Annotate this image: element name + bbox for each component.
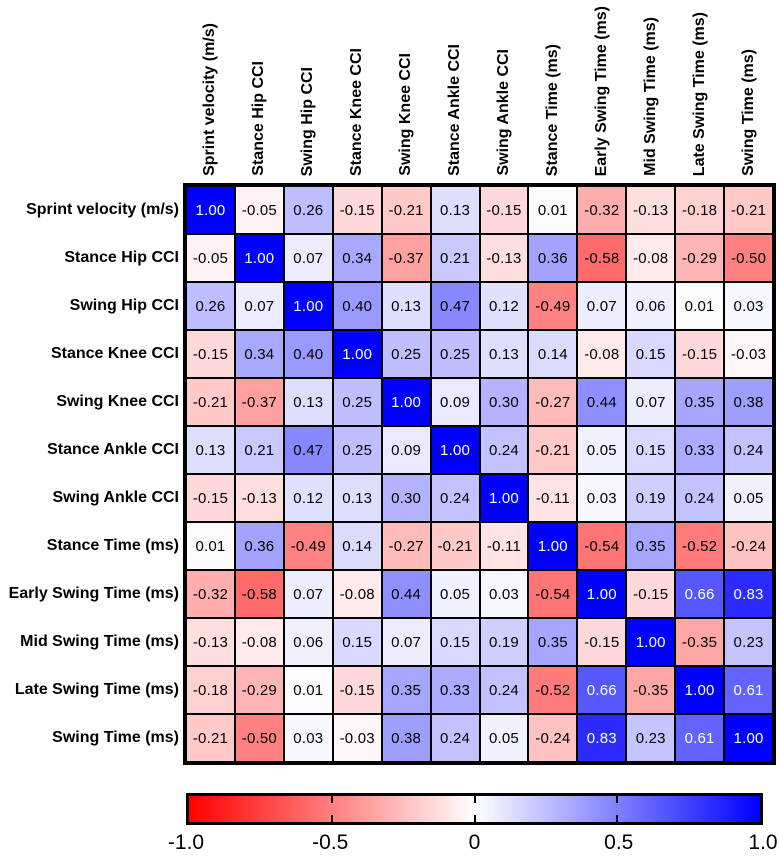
row-label: Mid Swing Time (ms) xyxy=(20,633,179,650)
matrix-cell: -0.52 xyxy=(529,667,576,713)
matrix-cell: -0.13 xyxy=(236,475,283,521)
matrix-cell: 0.05 xyxy=(578,427,625,473)
matrix-cell: 0.03 xyxy=(725,283,772,329)
matrix-cell: -0.21 xyxy=(187,715,234,761)
matrix-cell: 0.07 xyxy=(285,235,332,281)
row-label: Stance Knee CCI xyxy=(50,345,179,362)
matrix-cell: -0.15 xyxy=(187,331,234,377)
row-label: Swing Ankle CCI xyxy=(52,489,179,506)
matrix-cell: 1.00 xyxy=(383,379,430,425)
column-header xyxy=(334,0,381,179)
column-header-text: Stance Knee CCI xyxy=(348,47,366,176)
matrix-cell: 0.12 xyxy=(285,475,332,521)
matrix-cell: 0.15 xyxy=(432,619,479,665)
matrix-cell: -0.08 xyxy=(627,235,674,281)
matrix-cell: -0.29 xyxy=(236,667,283,713)
matrix-cell: 1.00 xyxy=(334,331,381,377)
matrix-cell: -0.15 xyxy=(334,187,381,233)
matrix-cell: -0.50 xyxy=(236,715,283,761)
matrix-cell: 0.14 xyxy=(529,331,576,377)
column-header xyxy=(481,0,528,179)
column-header-text: Swing Hip CCI xyxy=(299,66,317,176)
matrix-cell: -0.37 xyxy=(236,379,283,425)
matrix-cell: -0.15 xyxy=(676,331,723,377)
colorbar-tick-label: -0.5 xyxy=(312,831,349,854)
matrix-cell: 0.35 xyxy=(383,667,430,713)
colorbar xyxy=(186,793,763,825)
row-label: Swing Hip CCI xyxy=(69,297,179,314)
matrix-cell: 0.24 xyxy=(481,427,528,473)
matrix-cell: 0.33 xyxy=(676,427,723,473)
column-header xyxy=(236,0,283,179)
matrix-cell: 1.00 xyxy=(529,523,576,569)
column-header xyxy=(432,0,479,179)
column-header xyxy=(285,0,332,179)
heatmap-grid xyxy=(183,183,776,765)
column-header xyxy=(725,0,772,179)
matrix-cell: 0.30 xyxy=(383,475,430,521)
matrix-cell: 0.35 xyxy=(676,379,723,425)
colorbar-tick-label: 0 xyxy=(468,831,481,854)
colorbar-tick xyxy=(616,796,618,803)
matrix-cell: -0.24 xyxy=(725,523,772,569)
matrix-cell: -0.35 xyxy=(627,667,674,713)
matrix-cell: -0.05 xyxy=(236,187,283,233)
matrix-cell: 0.44 xyxy=(578,379,625,425)
matrix-cell: -0.49 xyxy=(529,283,576,329)
matrix-cell: 0.05 xyxy=(481,715,528,761)
matrix-cell: -0.58 xyxy=(236,571,283,617)
column-header-text: Swing Knee CCI xyxy=(397,53,415,176)
matrix-cell: 0.24 xyxy=(725,427,772,473)
matrix-cell: -0.18 xyxy=(676,187,723,233)
matrix-cell: 0.47 xyxy=(285,427,332,473)
row-label: Swing Knee CCI xyxy=(56,393,179,410)
matrix-cell: 0.40 xyxy=(285,331,332,377)
matrix-cell: 0.07 xyxy=(285,571,332,617)
matrix-cell: 0.38 xyxy=(725,379,772,425)
matrix-cell: 0.66 xyxy=(578,667,625,713)
matrix-cell: -0.58 xyxy=(578,235,625,281)
matrix-cell: 0.25 xyxy=(432,331,479,377)
matrix-cell: 0.01 xyxy=(187,523,234,569)
colorbar-tick xyxy=(616,815,618,822)
matrix-cell: -0.15 xyxy=(627,571,674,617)
colorbar-tick xyxy=(474,815,476,822)
colorbar-tick-labels xyxy=(167,831,778,857)
matrix-cell: -0.27 xyxy=(529,379,576,425)
matrix-cell: 0.19 xyxy=(481,619,528,665)
matrix-cell: 0.83 xyxy=(725,571,772,617)
column-header xyxy=(383,0,430,179)
matrix-cell: 1.00 xyxy=(481,475,528,521)
matrix-cell: 0.07 xyxy=(236,283,283,329)
column-header xyxy=(187,0,234,179)
matrix-cell: -0.21 xyxy=(432,523,479,569)
column-header-text: Late Swing Time (ms) xyxy=(690,11,708,176)
matrix-cell: 0.07 xyxy=(383,619,430,665)
matrix-cell: 0.13 xyxy=(481,331,528,377)
matrix-cell: -0.13 xyxy=(187,619,234,665)
matrix-cell: -0.21 xyxy=(725,187,772,233)
row-label: Late Swing Time (ms) xyxy=(14,681,179,698)
matrix-cell: -0.21 xyxy=(187,379,234,425)
matrix-cell: 0.34 xyxy=(236,331,283,377)
column-header-text: Stance Ankle CCI xyxy=(446,44,464,176)
matrix-cell: 0.14 xyxy=(334,523,381,569)
row-label: Stance Time (ms) xyxy=(46,537,179,554)
matrix-cell: 0.38 xyxy=(383,715,430,761)
matrix-cell: 0.35 xyxy=(529,619,576,665)
column-header-text: Stance Hip CCI xyxy=(250,61,268,176)
matrix-cell: -0.13 xyxy=(627,187,674,233)
matrix-cell: 0.15 xyxy=(627,331,674,377)
matrix-cell: 0.33 xyxy=(432,667,479,713)
colorbar-tick xyxy=(331,796,333,803)
matrix-cell: 0.13 xyxy=(432,187,479,233)
colorbar-tick xyxy=(331,815,333,822)
matrix-cell: -0.15 xyxy=(578,619,625,665)
row-label: Swing Time (ms) xyxy=(52,729,179,746)
column-header xyxy=(627,0,674,179)
row-label: Stance Ankle CCI xyxy=(47,441,179,458)
matrix-cell: 0.24 xyxy=(432,475,479,521)
matrix-cell: 0.09 xyxy=(383,427,430,473)
matrix-cell: 1.00 xyxy=(578,571,625,617)
matrix-cell: 0.21 xyxy=(236,427,283,473)
matrix-cell: -0.35 xyxy=(676,619,723,665)
matrix-cell: 1.00 xyxy=(676,667,723,713)
matrix-cell: 1.00 xyxy=(236,235,283,281)
matrix-cell: -0.37 xyxy=(383,235,430,281)
matrix-cell: 0.06 xyxy=(627,283,674,329)
matrix-cell: 1.00 xyxy=(187,187,234,233)
matrix-cell: 0.01 xyxy=(676,283,723,329)
matrix-cell: 0.35 xyxy=(627,523,674,569)
matrix-cell: -0.32 xyxy=(187,571,234,617)
column-header-text: Swing Ankle CCI xyxy=(494,49,512,176)
matrix-cell: -0.08 xyxy=(236,619,283,665)
matrix-cell: 0.66 xyxy=(676,571,723,617)
matrix-cell: -0.54 xyxy=(529,571,576,617)
matrix-cell: 0.15 xyxy=(334,619,381,665)
matrix-cell: -0.15 xyxy=(334,667,381,713)
matrix-cell: 0.07 xyxy=(578,283,625,329)
column-header-text: Sprint velocity (m/s) xyxy=(201,23,219,176)
matrix-cell: 0.07 xyxy=(627,379,674,425)
column-header-text: Mid Swing Time (ms) xyxy=(641,17,659,176)
matrix-cell: 0.40 xyxy=(334,283,381,329)
matrix-cell: 0.25 xyxy=(383,331,430,377)
matrix-cell: 0.24 xyxy=(481,667,528,713)
matrix-cell: 0.12 xyxy=(481,283,528,329)
matrix-cell: 0.47 xyxy=(432,283,479,329)
matrix-cell: 0.13 xyxy=(187,427,234,473)
colorbar-tick-label: 0.5 xyxy=(604,831,634,854)
row-labels xyxy=(0,183,179,765)
matrix-cell: -0.50 xyxy=(725,235,772,281)
matrix-cell: -0.27 xyxy=(383,523,430,569)
matrix-cell: -0.52 xyxy=(676,523,723,569)
matrix-cell: 0.26 xyxy=(285,187,332,233)
matrix-cell: -0.32 xyxy=(578,187,625,233)
matrix-cell: -0.54 xyxy=(578,523,625,569)
matrix-cell: -0.18 xyxy=(187,667,234,713)
matrix-cell: 0.13 xyxy=(383,283,430,329)
matrix-cell: -0.08 xyxy=(578,331,625,377)
matrix-cell: -0.49 xyxy=(285,523,332,569)
matrix-cell: 0.26 xyxy=(187,283,234,329)
matrix-cell: -0.05 xyxy=(187,235,234,281)
matrix-cell: 0.03 xyxy=(481,571,528,617)
matrix-cell: 1.00 xyxy=(285,283,332,329)
colorbar-tick xyxy=(474,796,476,803)
row-label: Early Swing Time (ms) xyxy=(8,585,179,602)
matrix-cell: -0.03 xyxy=(334,715,381,761)
column-header-text: Stance Time (ms) xyxy=(543,43,561,176)
matrix-cell: -0.03 xyxy=(725,331,772,377)
matrix-cell: 0.24 xyxy=(432,715,479,761)
matrix-cell: 0.83 xyxy=(578,715,625,761)
matrix-cell: 0.15 xyxy=(627,427,674,473)
matrix-cell: 0.06 xyxy=(285,619,332,665)
matrix-cell: 0.61 xyxy=(676,715,723,761)
matrix-cell: -0.11 xyxy=(481,523,528,569)
matrix-cell: 0.05 xyxy=(725,475,772,521)
matrix-cell: -0.21 xyxy=(529,427,576,473)
matrix-cell: 0.25 xyxy=(334,379,381,425)
matrix-cell: 0.19 xyxy=(627,475,674,521)
matrix-cell: 0.24 xyxy=(676,475,723,521)
matrix-cell: 0.13 xyxy=(334,475,381,521)
row-label: Sprint velocity (m/s) xyxy=(26,201,179,218)
matrix-cell: 0.01 xyxy=(285,667,332,713)
matrix-cell: 0.23 xyxy=(725,619,772,665)
matrix-cell: 0.05 xyxy=(432,571,479,617)
matrix-cell: 0.61 xyxy=(725,667,772,713)
matrix-cell: 1.00 xyxy=(725,715,772,761)
colorbar-tick-label: -1.0 xyxy=(167,831,205,854)
row-label: Stance Hip CCI xyxy=(64,249,179,266)
column-header xyxy=(676,0,723,179)
matrix-cell: 0.34 xyxy=(334,235,381,281)
column-header-text: Early Swing Time (ms) xyxy=(592,5,610,176)
matrix-cell: 1.00 xyxy=(432,427,479,473)
matrix-cell: -0.29 xyxy=(676,235,723,281)
matrix-cell: -0.13 xyxy=(481,235,528,281)
matrix-cell: 0.25 xyxy=(334,427,381,473)
matrix-cell: 1.00 xyxy=(627,619,674,665)
colorbar-tick-label: 1.0 xyxy=(748,831,778,854)
column-header-text: Swing Time (ms) xyxy=(739,49,757,176)
matrix-cell: -0.21 xyxy=(383,187,430,233)
matrix-cell: 0.21 xyxy=(432,235,479,281)
matrix-cell: -0.08 xyxy=(334,571,381,617)
matrix-cell: 0.36 xyxy=(236,523,283,569)
matrix-cell: 0.09 xyxy=(432,379,479,425)
column-headers xyxy=(183,0,776,179)
matrix-cell: 0.36 xyxy=(529,235,576,281)
matrix-cell: 0.03 xyxy=(578,475,625,521)
matrix-cell: 0.23 xyxy=(627,715,674,761)
matrix-cell: -0.11 xyxy=(529,475,576,521)
matrix-cell: 0.03 xyxy=(285,715,332,761)
matrix-cell: 0.30 xyxy=(481,379,528,425)
matrix-cell: 0.13 xyxy=(285,379,332,425)
matrix-cell: -0.24 xyxy=(529,715,576,761)
column-header xyxy=(578,0,625,179)
matrix-cell: 0.01 xyxy=(529,187,576,233)
matrix-cell: -0.15 xyxy=(187,475,234,521)
matrix-cell: -0.15 xyxy=(481,187,528,233)
column-header xyxy=(529,0,576,179)
matrix-cell: 0.44 xyxy=(383,571,430,617)
